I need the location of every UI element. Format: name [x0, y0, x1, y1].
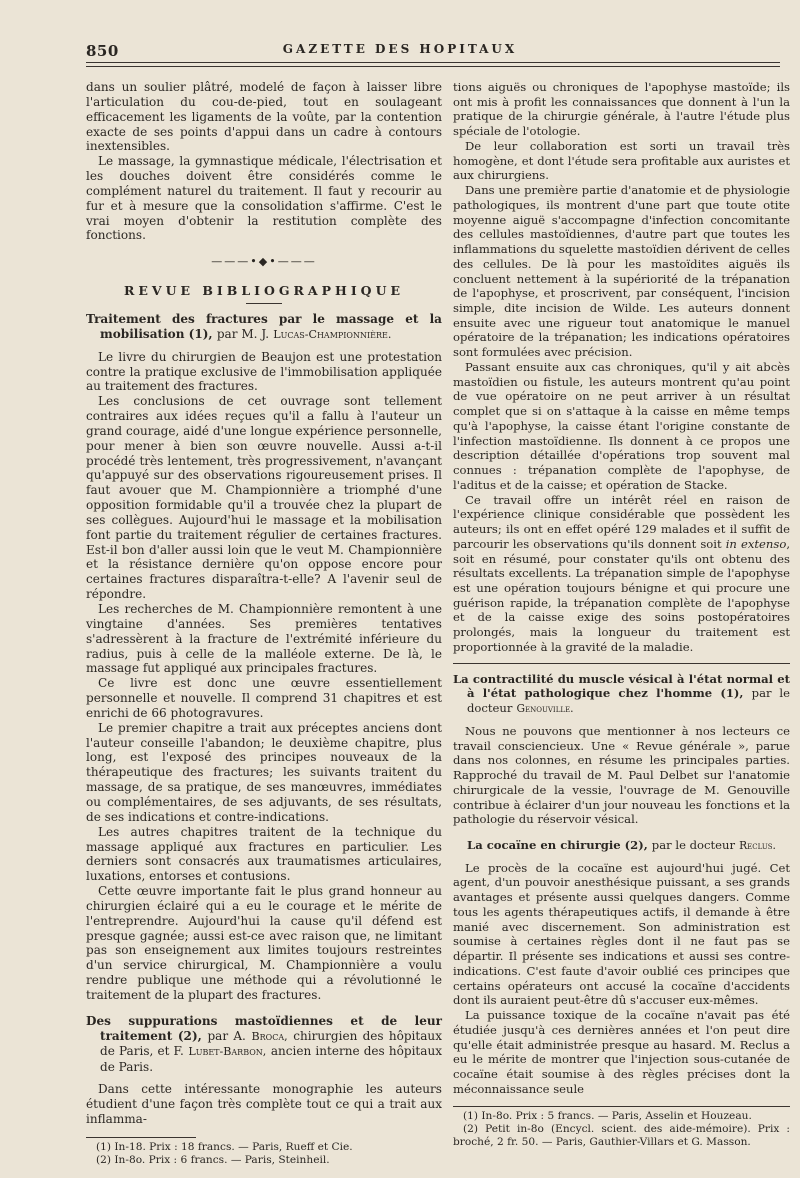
cocaine-paragraph-2: La puissance toxique de la cocaïne n'avait pas été étudiée jusqu'à ces dernières années et l'on peut dire qu'elle était administrée presque au hasard. M. Reclus a eu le mérite de montrer que l'injection sous-cutanée de cocaïne était soumise à des règles précises dont la méconnaissance seule	[453, 1008, 790, 1096]
short-rule	[246, 303, 282, 304]
article-title-fractures: Traitement des fractures par le massage et la mobilisation (1), par M. J. Lucas-Championnière.	[86, 311, 442, 341]
left-column	[86, 80, 442, 1167]
running-header-title: GAZETTE DES HOPITAUX	[282, 42, 518, 56]
fractures-paragraph-7: Cette œuvre importante fait le plus grand honneur au chirurgien éclairé qui a eu le courage et le mérite de l'entreprendre. Aujourd'hui la cause qu'il défend est presque gagnée; aussi est-ce avec raison que, ne limitant pas son enseignement aux limites toujours restreintes d'un service chirurgical, M. Championnière a voulu rendre publique une méthode qui a révolutionné le traitement de la plupart des fractures.	[86, 884, 442, 1002]
article-title-mastoid: Des suppurations mastoïdiennes et de leur traitement (2), par A. Broca, chirurgien des hôpitaux de Paris, et F. Lubet-Barbon, ancien interne des hôpitaux de Paris.	[86, 1013, 443, 1075]
fractures-paragraph-3: Les recherches de M. Championnière remontent à une vingtaine d'années. Ses premières tentatives s'adressèrent à la fracture de l'extrémité inférieure du radius, puis à celle de la malléole externe. De là, le massage fut appliqué aux principales fractures.	[86, 602, 442, 676]
cocaine-paragraph-1: Le procès de la cocaïne est aujourd'hui jugé. Cet agent, d'un pouvoir anesthésique puissant, a ses grands avantages et présente aussi quelques dangers. Comme tous les agents thérapeutiques actifs, il demande à être manié avec discernement. Son administration est soumise à certaines règles dont il ne faut pas se départir. Il présente ses indications et aussi ses contre-indications. C'est faute d'avoir oublié ces principes que certains opérateurs ont accusé la cocaïne d'accidents dont ils auraient peut-être dû s'accuser eux-mêmes.	[453, 860, 790, 1008]
paragraph-gymnastique: Le massage, la gymnastique médicale, l'électrisation et les douches doivent être considérés comme le complément naturel du traitement. Il faut y recourir au fur et à mesure que la consolidation s'affirme. C'est le vrai moyen d'obtenir la restitution complète des fonctions.	[86, 154, 442, 243]
mastoid-paragraph-1: Dans cette intéressante monographie les auteurs étudient d'une façon très complète tout ce qui a trait aux inflamma-	[86, 1082, 442, 1126]
header-rule	[86, 62, 780, 63]
page-number: 850	[86, 42, 119, 60]
ornamental-divider: ———•◆•———	[211, 255, 317, 269]
footnote-right-1: (1) In-8o. Prix : 5 francs. — Paris, Asselin et Houzeau.	[463, 1110, 752, 1123]
fractures-paragraph-6: Les autres chapitres traitent de la technique du massage appliqué aux fractures en particulier. Les derniers sont consacrés aux traumatismes articulaires, luxations, entorses et contusions.	[86, 824, 442, 884]
article-separator	[453, 663, 790, 664]
fractures-paragraph-4: Ce livre est donc une œuvre essentiellement personnelle et nouvelle. Il comprend 31 chapitres et est enrichi de 66 photogravures.	[86, 676, 442, 720]
header-rule-thin	[86, 66, 780, 67]
article-title-cocaine: La cocaïne en chirurgie (2), par le docteur Reclus.	[467, 837, 776, 852]
footnote-2: (2) In-8o. Prix : 6 francs. — Paris, Steinheil.	[96, 1153, 330, 1166]
mastoid-travail: Ce travail offre un intérêt réel en raison de l'expérience clinique considérable que possèdent les auteurs; ils ont en effet opéré 129 malades et il suffit de parcourir les observations qu'ils donnent soit in extenso, soit en résumé, pour constater qu'ils ont obtenu des résultats excellents. La trépanation simple de l'apophyse est une opération toujours bénigne et qui procure une guérison rapide, la trépanation complète de l'apophyse et de la caisse exige des soins postopératoires prolongés, mais la longueur du traitement est proportionnée à la gravité de la maladie.	[453, 492, 790, 654]
fractures-paragraph-5: Le premier chapitre a trait aux préceptes anciens dont l'auteur conseille l'abandon; le deuxième chapitre, plus long, est l'exposé des principes nouveaux de la thérapeutique des fractures; les suivants traitent du massage, de sa pratique, de ses manœuvres, immédiates ou complémentaires, de ses adjuvants, de ses résultats, de ses indications et contre-indications.	[86, 720, 442, 824]
fractures-paragraph-1: Le livre du chirurgien de Beaujon est une protestation contre la pratique exclusive de l'immobilisation appliquée au traitement des fractures.	[86, 349, 442, 394]
section-heading: REVUE BIBLIOGRAPHIQUE	[123, 283, 405, 299]
mastoid-first-part: Dans une première partie d'anatomie et de physiologie pathologiques, ils montrent d'une part que toute otite moyenne aiguë s'accompagne d'infection concomitante des cellules mastoïdiennes, d'autre part que toutes les inflammations du squelette mastoïdien dérivent de celles des cellules. De là pour les mastoïdites aiguës ils concluent nettement à la supériorité de la trépanation de l'apophyse, et proscrivent, par conséquent, l'incision simple, dite incision de Wilde. Les auteurs donnent ensuite avec une rigueur tout anatomique le manuel opératoire de la trépanation; les indications opératoires sont formulées avec précision.	[453, 183, 790, 360]
mastoid-chronic: Passant ensuite aux cas chroniques, qu'il y ait abcès mastoïdien ou fistule, les auteurs montrent qu'au point de vue opératoire on ne peut arriver à un résultat complet que si on s'attaque à la caisse en même temps qu'à l'apophyse, la caisse étant l'origine constante de l'infection mastoïdienne. Ils donnent à ce propos une description détaillée d'opérations trop souvent mal connues : trépanation complète de l'apophyse, de l'aditus et de la caisse; et opération de Stacke.	[453, 359, 790, 492]
vesical-paragraph-1: Nous ne pouvons que mentionner à nos lecteurs ce travail consciencieux. Une « Revue générale », parue dans nos colonnes, en résume les principales parties. Rapproché du travail de M. Paul Delbet sur l'anatomie chirurgicale de la vessie, l'ouvrage de M. Genouville contribue à éclairer d'un jour nouveau les fonctions et la pathologie du réservoir vésical.	[453, 723, 790, 827]
footnote-rule	[86, 1137, 196, 1138]
footnote-rule-right	[453, 1106, 790, 1107]
mastoid-continuation: tions aiguës ou chroniques de l'apophyse mastoïde; ils ont mis à profit les connaissances que donnent à l'un la pratique de la chirurgie générale, à l'autre l'étude plus spéciale de l'otologie.	[453, 80, 790, 139]
footnote-1: (1) In-18. Prix : 18 francs. — Paris, Rueff et Cie.	[96, 1140, 353, 1153]
footnote-right-2: (2) Petit in-8o (Encycl. scient. des aide-mémoire). Prix : broché, 2 fr. 50. — Paris, Gauthier-Villars et G. Masson.	[453, 1123, 790, 1149]
article-title-vesical: La contractilité du muscle vésical à l'état normal et à l'état pathologique chez l'homme (1), par le docteur Genouville.	[453, 671, 790, 716]
mastoid-collaboration: De leur collaboration est sorti un travail très homogène, et dont l'étude sera profitable aux auristes et aux chirurgiens.	[453, 138, 790, 183]
right-column	[453, 80, 790, 1149]
fractures-paragraph-2: Les conclusions de cet ouvrage sont tellement contraires aux idées reçues qu'il a fallu à l'auteur un grand courage, aidé d'une longue expérience personnelle, pour mener à bien son œuvre nouvelle. Aussi a-t-il procédé très lentement, très progressivement, n'avançant qu'appuyé sur des observations rigoureusement prises. Il faut avouer que M. Championnière a triomphé d'une opposition formidable qu'il a trouvée chez la plupart de ses collègues. Aujourd'hui le massage et la mobilisation font partie du traitement régulier de certaines fractures. Est-il bon d'aller aussi loin que le veut M. Championnière et la résistance dernière qu'on oppose encore pour certaines fractures disparaîtra-t-elle? A l'avenir seul de répondre.	[86, 394, 442, 602]
paragraph-intro: dans un soulier plâtré, modelé de façon à laisser libre l'articulation du cou-de-pied, tout en soulageant efficacement les ligaments de la voûte, par la contention exacte de ses points d'appui dans un cadre à contours inextensibles.	[86, 80, 442, 154]
